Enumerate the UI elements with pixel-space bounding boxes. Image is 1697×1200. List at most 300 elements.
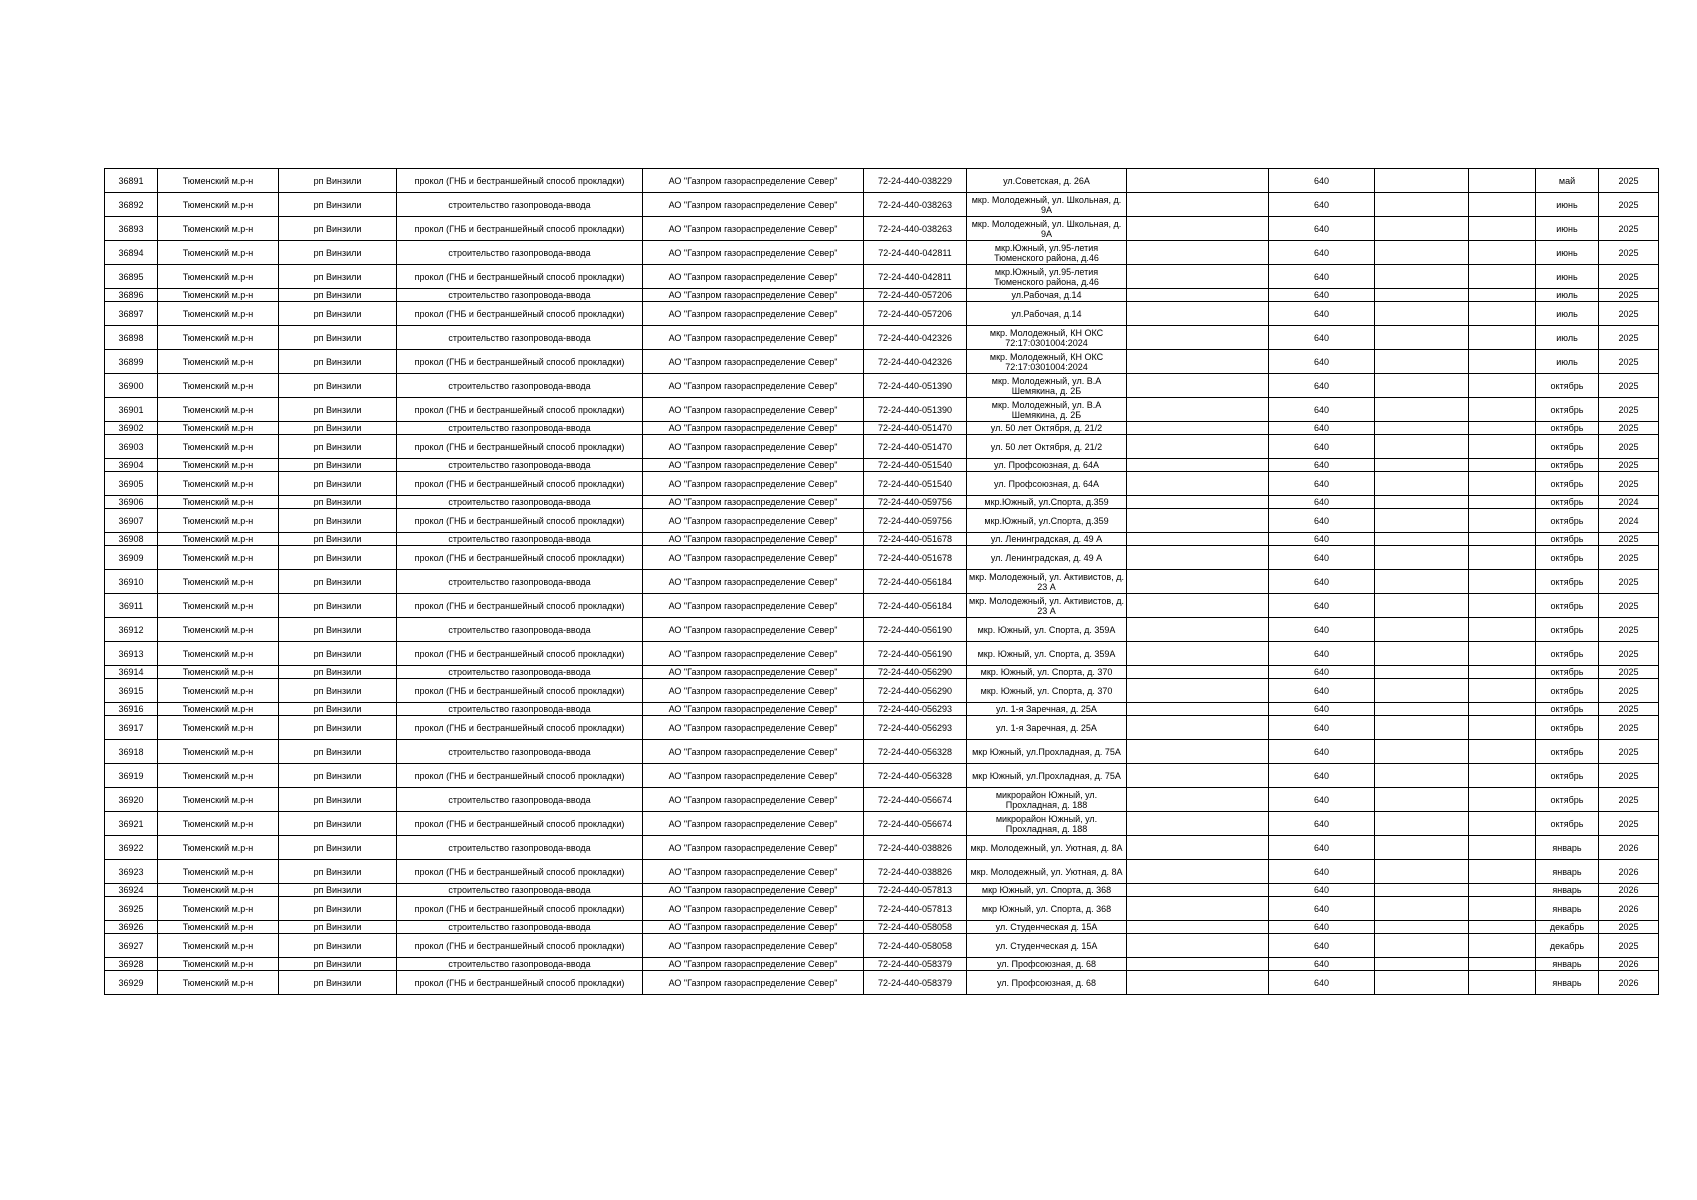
district-cell: Тюменский м.р-н: [158, 884, 279, 897]
year-cell: 2026: [1599, 958, 1659, 971]
district-cell: Тюменский м.р-н: [158, 740, 279, 764]
empty-cell: [1127, 472, 1269, 496]
row-number-cell: 36900: [105, 374, 158, 398]
value-cell: 640: [1269, 398, 1375, 422]
address-cell: ул.Рабочая, д.14: [967, 302, 1127, 326]
empty-cell: [1375, 217, 1469, 241]
locality-cell: рп Винзили: [279, 764, 397, 788]
empty-cell: [1127, 740, 1269, 764]
organization-cell: АО "Газпром газораспределение Север": [643, 326, 864, 350]
organization-cell: АО "Газпром газораспределение Север": [643, 958, 864, 971]
empty-cell: [1469, 509, 1536, 533]
empty-cell: [1375, 642, 1469, 666]
month-cell: январь: [1536, 971, 1599, 995]
address-cell: мкр Южный, ул. Спорта, д. 368: [967, 897, 1127, 921]
empty-cell: [1375, 594, 1469, 618]
empty-cell: [1375, 764, 1469, 788]
work-type-cell: прокол (ГНБ и бестраншейный способ прокладки): [397, 302, 643, 326]
district-cell: Тюменский м.р-н: [158, 836, 279, 860]
district-cell: Тюменский м.р-н: [158, 642, 279, 666]
empty-cell: [1469, 788, 1536, 812]
address-cell: ул. Студенческая д. 15А: [967, 934, 1127, 958]
work-type-cell: строительство газопровода-ввода: [397, 958, 643, 971]
row-number-cell: 36918: [105, 740, 158, 764]
empty-cell: [1127, 764, 1269, 788]
table-row: [105, 193, 1659, 217]
address-cell: ул. 50 лет Октября, д. 21/2: [967, 422, 1127, 435]
work-type-cell: строительство газопровода-ввода: [397, 289, 643, 302]
empty-cell: [1127, 836, 1269, 860]
address-cell: ул. Профсоюзная, д. 64А: [967, 459, 1127, 472]
district-cell: Тюменский м.р-н: [158, 546, 279, 570]
organization-cell: АО "Газпром газораспределение Север": [643, 472, 864, 496]
empty-cell: [1375, 860, 1469, 884]
table-row: [105, 642, 1659, 666]
empty-cell: [1469, 666, 1536, 679]
value-cell: 640: [1269, 422, 1375, 435]
month-cell: октябрь: [1536, 666, 1599, 679]
table-row: [105, 533, 1659, 546]
empty-cell: [1127, 509, 1269, 533]
locality-cell: рп Винзили: [279, 546, 397, 570]
year-cell: 2026: [1599, 897, 1659, 921]
value-cell: 640: [1269, 812, 1375, 836]
month-cell: октябрь: [1536, 740, 1599, 764]
value-cell: 640: [1269, 788, 1375, 812]
organization-cell: АО "Газпром газораспределение Север": [643, 302, 864, 326]
address-cell: мкр. Молодежный, ул. Активистов, д. 23 А: [967, 570, 1127, 594]
row-number-cell: 36904: [105, 459, 158, 472]
district-cell: Тюменский м.р-н: [158, 193, 279, 217]
month-cell: октябрь: [1536, 642, 1599, 666]
work-type-cell: прокол (ГНБ и бестраншейный способ прокладки): [397, 509, 643, 533]
address-cell: микрорайон Южный, ул. Прохладная, д. 188: [967, 788, 1127, 812]
empty-cell: [1469, 958, 1536, 971]
month-cell: июль: [1536, 350, 1599, 374]
table-row: [105, 703, 1659, 716]
empty-cell: [1469, 472, 1536, 496]
district-cell: Тюменский м.р-н: [158, 241, 279, 265]
empty-cell: [1375, 788, 1469, 812]
empty-cell: [1127, 666, 1269, 679]
row-number-cell: 36902: [105, 422, 158, 435]
empty-cell: [1127, 289, 1269, 302]
work-type-cell: прокол (ГНБ и бестраншейный способ прокладки): [397, 642, 643, 666]
value-cell: 640: [1269, 326, 1375, 350]
work-type-cell: прокол (ГНБ и бестраншейный способ прокладки): [397, 897, 643, 921]
empty-cell: [1469, 265, 1536, 289]
year-cell: 2025: [1599, 193, 1659, 217]
value-cell: 640: [1269, 971, 1375, 995]
month-cell: июнь: [1536, 265, 1599, 289]
empty-cell: [1127, 788, 1269, 812]
work-type-cell: строительство газопровода-ввода: [397, 422, 643, 435]
empty-cell: [1375, 350, 1469, 374]
month-cell: май: [1536, 169, 1599, 193]
empty-cell: [1375, 472, 1469, 496]
value-cell: 640: [1269, 472, 1375, 496]
organization-cell: АО "Газпром газораспределение Север": [643, 703, 864, 716]
address-cell: мкр. Южный, ул. Спорта, д. 370: [967, 666, 1127, 679]
empty-cell: [1469, 193, 1536, 217]
empty-cell: [1127, 812, 1269, 836]
gasification-schedule-table: [104, 168, 1659, 995]
address-cell: ул. Студенческая д. 15А: [967, 921, 1127, 934]
empty-cell: [1375, 265, 1469, 289]
locality-cell: рп Винзили: [279, 703, 397, 716]
empty-cell: [1127, 496, 1269, 509]
table-row: [105, 884, 1659, 897]
empty-cell: [1469, 618, 1536, 642]
district-cell: Тюменский м.р-н: [158, 509, 279, 533]
year-cell: 2025: [1599, 398, 1659, 422]
value-cell: 640: [1269, 884, 1375, 897]
work-type-cell: строительство газопровода-ввода: [397, 884, 643, 897]
work-type-cell: прокол (ГНБ и бестраншейный способ прокладки): [397, 546, 643, 570]
table-row: [105, 934, 1659, 958]
organization-cell: АО "Газпром газораспределение Север": [643, 289, 864, 302]
table-row: [105, 217, 1659, 241]
address-cell: мкр. Молодежный, ул. Школьная, д. 9А: [967, 193, 1127, 217]
month-cell: октябрь: [1536, 703, 1599, 716]
table-row: [105, 496, 1659, 509]
table-row: [105, 971, 1659, 995]
cadastral-code-cell: 72-24-440-038263: [864, 217, 967, 241]
table-row: [105, 422, 1659, 435]
empty-cell: [1127, 703, 1269, 716]
row-number-cell: 36896: [105, 289, 158, 302]
value-cell: 640: [1269, 374, 1375, 398]
row-number-cell: 36908: [105, 533, 158, 546]
address-cell: мкр. Молодежный, ул. Школьная, д. 9А: [967, 217, 1127, 241]
work-type-cell: прокол (ГНБ и бестраншейный способ прокладки): [397, 265, 643, 289]
row-number-cell: 36915: [105, 679, 158, 703]
month-cell: октябрь: [1536, 435, 1599, 459]
address-cell: мкр Южный, ул. Спорта, д. 368: [967, 884, 1127, 897]
locality-cell: рп Винзили: [279, 884, 397, 897]
cadastral-code-cell: 72-24-440-056290: [864, 679, 967, 703]
month-cell: октябрь: [1536, 533, 1599, 546]
cadastral-code-cell: 72-24-440-042811: [864, 265, 967, 289]
district-cell: Тюменский м.р-н: [158, 958, 279, 971]
empty-cell: [1469, 764, 1536, 788]
year-cell: 2025: [1599, 642, 1659, 666]
cadastral-code-cell: 72-24-440-038263: [864, 193, 967, 217]
locality-cell: рп Винзили: [279, 496, 397, 509]
row-number-cell: 36927: [105, 934, 158, 958]
cadastral-code-cell: 72-24-440-058379: [864, 971, 967, 995]
address-cell: мкр. Южный, ул. Спорта, д. 370: [967, 679, 1127, 703]
empty-cell: [1127, 459, 1269, 472]
empty-cell: [1375, 459, 1469, 472]
organization-cell: АО "Газпром газораспределение Север": [643, 836, 864, 860]
empty-cell: [1127, 642, 1269, 666]
empty-cell: [1127, 570, 1269, 594]
organization-cell: АО "Газпром газораспределение Север": [643, 374, 864, 398]
empty-cell: [1375, 289, 1469, 302]
work-type-cell: строительство газопровода-ввода: [397, 533, 643, 546]
locality-cell: рп Винзили: [279, 265, 397, 289]
work-type-cell: прокол (ГНБ и бестраншейный способ прокладки): [397, 350, 643, 374]
organization-cell: АО "Газпром газораспределение Север": [643, 666, 864, 679]
empty-cell: [1469, 570, 1536, 594]
cadastral-code-cell: 72-24-440-057813: [864, 884, 967, 897]
address-cell: мкр. Молодежный, ул. В.А Шемякина, д. 2Б: [967, 398, 1127, 422]
table-row: [105, 812, 1659, 836]
cadastral-code-cell: 72-24-440-038826: [864, 836, 967, 860]
table-row: [105, 860, 1659, 884]
empty-cell: [1375, 435, 1469, 459]
district-cell: Тюменский м.р-н: [158, 350, 279, 374]
work-type-cell: строительство газопровода-ввода: [397, 496, 643, 509]
locality-cell: рп Винзили: [279, 217, 397, 241]
organization-cell: АО "Газпром газораспределение Север": [643, 496, 864, 509]
district-cell: Тюменский м.р-н: [158, 666, 279, 679]
empty-cell: [1375, 241, 1469, 265]
organization-cell: АО "Газпром газораспределение Север": [643, 546, 864, 570]
locality-cell: рп Винзили: [279, 921, 397, 934]
cadastral-code-cell: 72-24-440-056293: [864, 703, 967, 716]
year-cell: 2026: [1599, 884, 1659, 897]
organization-cell: АО "Газпром газораспределение Север": [643, 265, 864, 289]
empty-cell: [1127, 971, 1269, 995]
empty-cell: [1375, 546, 1469, 570]
empty-cell: [1127, 594, 1269, 618]
value-cell: 640: [1269, 435, 1375, 459]
organization-cell: АО "Газпром газораспределение Север": [643, 435, 864, 459]
empty-cell: [1375, 326, 1469, 350]
value-cell: 640: [1269, 958, 1375, 971]
empty-cell: [1469, 884, 1536, 897]
empty-cell: [1375, 422, 1469, 435]
row-number-cell: 36919: [105, 764, 158, 788]
empty-cell: [1469, 398, 1536, 422]
empty-cell: [1127, 897, 1269, 921]
work-type-cell: строительство газопровода-ввода: [397, 788, 643, 812]
district-cell: Тюменский м.р-н: [158, 788, 279, 812]
row-number-cell: 36901: [105, 398, 158, 422]
address-cell: мкр.Южный, ул.95-летия Тюменского района, д.46: [967, 241, 1127, 265]
month-cell: октябрь: [1536, 546, 1599, 570]
month-cell: январь: [1536, 897, 1599, 921]
locality-cell: рп Винзили: [279, 193, 397, 217]
district-cell: Тюменский м.р-н: [158, 533, 279, 546]
value-cell: 640: [1269, 618, 1375, 642]
empty-cell: [1127, 169, 1269, 193]
empty-cell: [1469, 860, 1536, 884]
cadastral-code-cell: 72-24-440-042811: [864, 241, 967, 265]
empty-cell: [1469, 459, 1536, 472]
table-row: [105, 326, 1659, 350]
empty-cell: [1469, 934, 1536, 958]
value-cell: 640: [1269, 533, 1375, 546]
table-row: [105, 679, 1659, 703]
month-cell: октябрь: [1536, 472, 1599, 496]
year-cell: 2025: [1599, 241, 1659, 265]
table-row: [105, 716, 1659, 740]
organization-cell: АО "Газпром газораспределение Север": [643, 594, 864, 618]
empty-cell: [1469, 217, 1536, 241]
empty-cell: [1375, 971, 1469, 995]
empty-cell: [1469, 679, 1536, 703]
month-cell: октябрь: [1536, 812, 1599, 836]
work-type-cell: строительство газопровода-ввода: [397, 666, 643, 679]
year-cell: 2025: [1599, 472, 1659, 496]
row-number-cell: 36899: [105, 350, 158, 374]
year-cell: 2025: [1599, 679, 1659, 703]
empty-cell: [1127, 241, 1269, 265]
district-cell: Тюменский м.р-н: [158, 921, 279, 934]
month-cell: январь: [1536, 836, 1599, 860]
address-cell: ул. Профсоюзная, д. 64А: [967, 472, 1127, 496]
month-cell: январь: [1536, 958, 1599, 971]
locality-cell: рп Винзили: [279, 533, 397, 546]
month-cell: декабрь: [1536, 921, 1599, 934]
locality-cell: рп Винзили: [279, 934, 397, 958]
address-cell: мкр Южный, ул.Прохладная, д. 75А: [967, 740, 1127, 764]
table-row: [105, 472, 1659, 496]
row-number-cell: 36912: [105, 618, 158, 642]
address-cell: ул.Советская, д. 26А: [967, 169, 1127, 193]
row-number-cell: 36894: [105, 241, 158, 265]
empty-cell: [1375, 897, 1469, 921]
month-cell: октябрь: [1536, 374, 1599, 398]
table-row: [105, 265, 1659, 289]
empty-cell: [1469, 594, 1536, 618]
organization-cell: АО "Газпром газораспределение Север": [643, 398, 864, 422]
empty-cell: [1127, 350, 1269, 374]
cadastral-code-cell: 72-24-440-056290: [864, 666, 967, 679]
locality-cell: рп Винзили: [279, 459, 397, 472]
address-cell: мкр. Молодежный, ул. В.А Шемякина, д. 2Б: [967, 374, 1127, 398]
empty-cell: [1127, 618, 1269, 642]
empty-cell: [1127, 374, 1269, 398]
table-row: [105, 666, 1659, 679]
address-cell: ул. 50 лет Октября, д. 21/2: [967, 435, 1127, 459]
table-row: [105, 958, 1659, 971]
district-cell: Тюменский м.р-н: [158, 594, 279, 618]
table-row: [105, 764, 1659, 788]
empty-cell: [1127, 217, 1269, 241]
value-cell: 640: [1269, 764, 1375, 788]
cadastral-code-cell: 72-24-440-059756: [864, 496, 967, 509]
locality-cell: рп Винзили: [279, 326, 397, 350]
locality-cell: рп Винзили: [279, 509, 397, 533]
year-cell: 2025: [1599, 302, 1659, 326]
table-row: [105, 241, 1659, 265]
empty-cell: [1469, 302, 1536, 326]
row-number-cell: 36920: [105, 788, 158, 812]
empty-cell: [1469, 169, 1536, 193]
work-type-cell: строительство газопровода-ввода: [397, 618, 643, 642]
district-cell: Тюменский м.р-н: [158, 703, 279, 716]
table-row: [105, 921, 1659, 934]
work-type-cell: прокол (ГНБ и бестраншейный способ прокладки): [397, 971, 643, 995]
organization-cell: АО "Газпром газораспределение Север": [643, 788, 864, 812]
organization-cell: АО "Газпром газораспределение Север": [643, 642, 864, 666]
locality-cell: рп Винзили: [279, 812, 397, 836]
work-type-cell: строительство газопровода-ввода: [397, 241, 643, 265]
locality-cell: рп Винзили: [279, 860, 397, 884]
row-number-cell: 36910: [105, 570, 158, 594]
cadastral-code-cell: 72-24-440-057206: [864, 302, 967, 326]
district-cell: Тюменский м.р-н: [158, 435, 279, 459]
empty-cell: [1127, 265, 1269, 289]
address-cell: мкр. Молодежный, КН ОКС 72:17:0301004:2024: [967, 350, 1127, 374]
year-cell: 2025: [1599, 618, 1659, 642]
organization-cell: АО "Газпром газораспределение Север": [643, 570, 864, 594]
year-cell: 2026: [1599, 971, 1659, 995]
value-cell: 640: [1269, 350, 1375, 374]
district-cell: Тюменский м.р-н: [158, 496, 279, 509]
locality-cell: рп Винзили: [279, 350, 397, 374]
empty-cell: [1375, 509, 1469, 533]
year-cell: 2025: [1599, 459, 1659, 472]
row-number-cell: 36895: [105, 265, 158, 289]
locality-cell: рп Винзили: [279, 169, 397, 193]
empty-cell: [1375, 679, 1469, 703]
work-type-cell: прокол (ГНБ и бестраншейный способ прокладки): [397, 812, 643, 836]
year-cell: 2024: [1599, 509, 1659, 533]
cadastral-code-cell: 72-24-440-051678: [864, 546, 967, 570]
empty-cell: [1127, 398, 1269, 422]
district-cell: Тюменский м.р-н: [158, 459, 279, 472]
work-type-cell: строительство газопровода-ввода: [397, 374, 643, 398]
table-row: [105, 350, 1659, 374]
organization-cell: АО "Газпром газораспределение Север": [643, 860, 864, 884]
organization-cell: АО "Газпром газораспределение Север": [643, 241, 864, 265]
locality-cell: рп Винзили: [279, 740, 397, 764]
row-number-cell: 36926: [105, 921, 158, 934]
empty-cell: [1375, 666, 1469, 679]
organization-cell: АО "Газпром газораспределение Север": [643, 740, 864, 764]
row-number-cell: 36907: [105, 509, 158, 533]
empty-cell: [1375, 716, 1469, 740]
table-row: [105, 398, 1659, 422]
year-cell: 2025: [1599, 289, 1659, 302]
organization-cell: АО "Газпром газораспределение Север": [643, 350, 864, 374]
cadastral-code-cell: 72-24-440-056328: [864, 740, 967, 764]
work-type-cell: строительство газопровода-ввода: [397, 703, 643, 716]
organization-cell: АО "Газпром газораспределение Север": [643, 897, 864, 921]
empty-cell: [1375, 496, 1469, 509]
organization-cell: АО "Газпром газораспределение Север": [643, 533, 864, 546]
row-number-cell: 36923: [105, 860, 158, 884]
locality-cell: рп Винзили: [279, 642, 397, 666]
empty-cell: [1375, 193, 1469, 217]
empty-cell: [1127, 326, 1269, 350]
empty-cell: [1375, 934, 1469, 958]
month-cell: октябрь: [1536, 788, 1599, 812]
work-type-cell: строительство газопровода-ввода: [397, 921, 643, 934]
value-cell: 640: [1269, 193, 1375, 217]
value-cell: 640: [1269, 265, 1375, 289]
table-row: [105, 546, 1659, 570]
year-cell: 2025: [1599, 788, 1659, 812]
table-row: [105, 459, 1659, 472]
organization-cell: АО "Газпром газораспределение Север": [643, 812, 864, 836]
row-number-cell: 36911: [105, 594, 158, 618]
month-cell: октябрь: [1536, 422, 1599, 435]
work-type-cell: прокол (ГНБ и бестраншейный способ прокладки): [397, 764, 643, 788]
month-cell: июль: [1536, 289, 1599, 302]
empty-cell: [1127, 533, 1269, 546]
year-cell: 2025: [1599, 703, 1659, 716]
organization-cell: АО "Газпром газораспределение Север": [643, 422, 864, 435]
month-cell: октябрь: [1536, 716, 1599, 740]
year-cell: 2025: [1599, 350, 1659, 374]
work-type-cell: строительство газопровода-ввода: [397, 193, 643, 217]
